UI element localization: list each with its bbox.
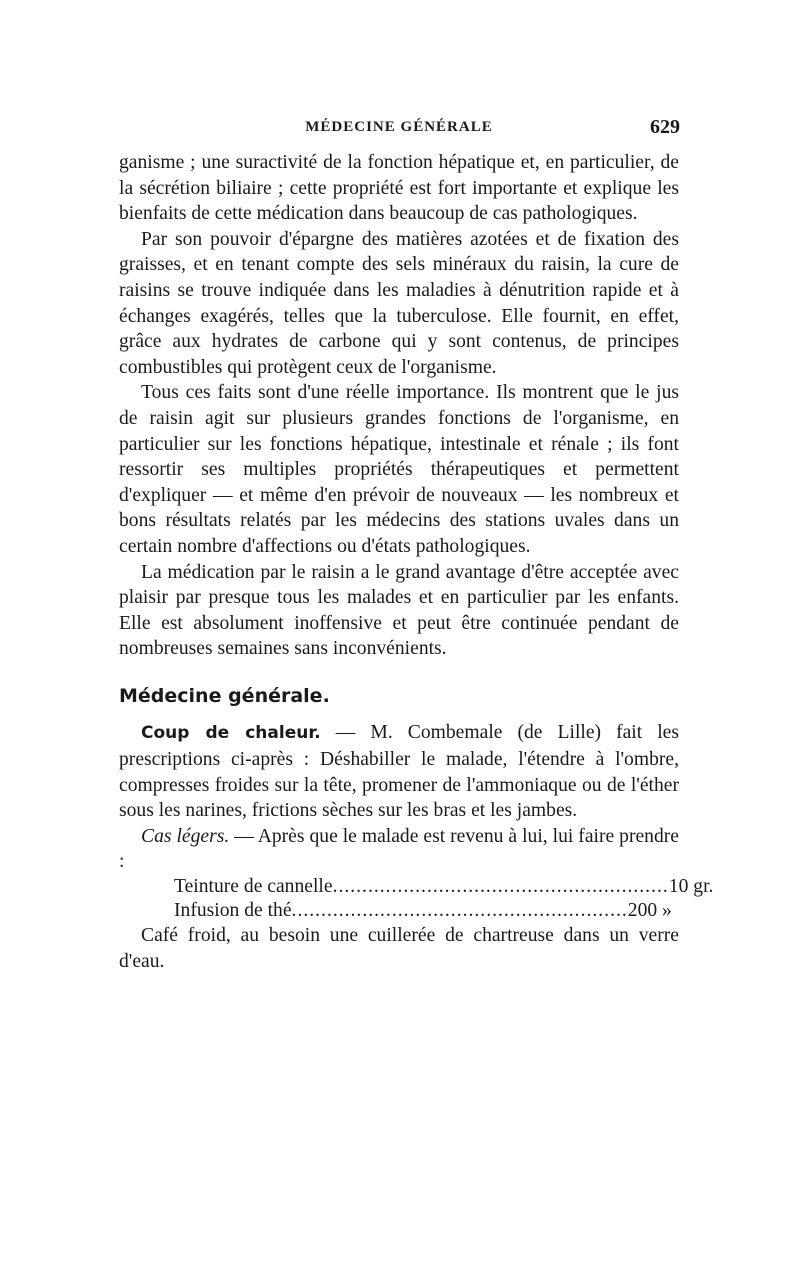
cas-legers-text: — Après que le malade est revenu à lui, lui faire prendre : — [119, 825, 679, 873]
prescription-row — [119, 875, 714, 899]
cas-legers-paragraph — [119, 824, 679, 875]
page-number: 629 — [650, 116, 680, 138]
prescription-item-name: Infusion de thé — [174, 900, 292, 922]
dot-leader: ......................................................... — [332, 876, 669, 898]
coup-de-chaleur-title: Coup de chaleur. — [141, 723, 321, 744]
paragraph-2: Par son pouvoir d'épargne des matières azotées et de fixation des graisses, et en tenant compte des sels minéraux du raisin, la cure de raisins se trouve indiquée dans les maladies à dénutrition rapide et à échanges exagérés, telles que la tuberculose. Elle fournit, en effet, grâce aux hydrates de carbone qui y sont contenus, de principes combustibles qui protègent ceux de l'organisme. — [119, 228, 679, 378]
body-text — [119, 150, 714, 974]
running-title: MÉDECINE GÉNÉRALE — [305, 119, 493, 135]
coup-de-chaleur-text: — M. Combemale (de Lille) fait les prescriptions ci-après : Déshabiller le malade, l'étendre à l'ombre, compresses froides sur la tête, promener de l'ammoniaque ou de l'éther sous les narines, frictions sèches sur les bras et les jambes. — [119, 722, 679, 822]
closing-paragraph: Café froid, au besoin une cuillerée de chartreuse dans un verre d'eau. — [119, 925, 679, 972]
cas-legers-title: Cas légers. — [141, 825, 230, 847]
prescription-item-quantity: 200 » — [627, 900, 672, 922]
prescription-item-name: Teinture de cannelle — [174, 876, 333, 898]
coup-de-chaleur-paragraph — [119, 720, 679, 823]
prescription-row — [119, 899, 679, 923]
prescription-list — [119, 875, 714, 923]
running-head — [118, 116, 680, 140]
paragraph-1: ganisme ; une suractivité de la fonction hépatique et, en particulier, de la sécrétion biliaire ; cette propriété est fort importante et explique les bienfaits de cette médication dans beaucoup de cas pathologiques. — [119, 152, 679, 225]
prescription-item-quantity: 10 gr. — [668, 876, 714, 898]
paragraph-4: La médication par le raisin a le grand avantage d'être acceptée avec plaisir par presque tous les malades et en particulier par les enfants. Elle est absolument inoffensive et peut être continuée pendant de nombreuses semaines sans inconvénients. — [119, 561, 679, 660]
paragraph-3: Tous ces faits sont d'une réelle importance. Ils montrent que le jus de raisin agit sur plusieurs grandes fonctions de l'organisme, en particulier sur les fonctions hépatique, intestinale et rénale ; ils font ressortir ses multiples propriétés thérapeutiques et permettent d'expliquer — et même d'en prévoir de nouveaux — les nombreux et bons résultats relatés par les médecins des stations uvales dans un certain nombre d'affections ou d'états pathologiques. — [119, 382, 679, 557]
section-heading: Médecine générale. — [119, 684, 330, 707]
dot-leader: ......................................................... — [291, 900, 628, 922]
